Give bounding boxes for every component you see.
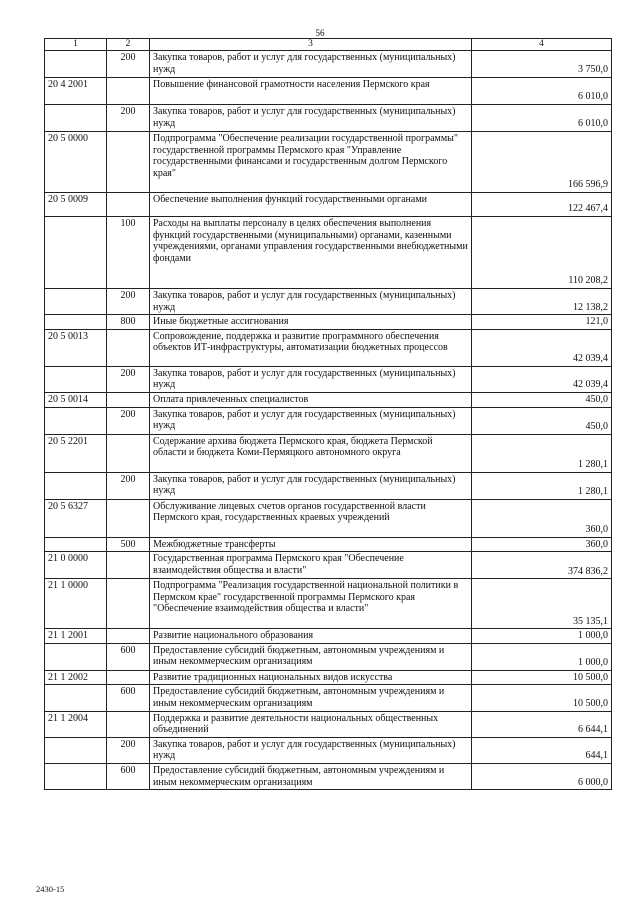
row-code: 21 1 2004: [45, 711, 107, 737]
row-code: 20 5 2201: [45, 434, 107, 472]
table-row: [45, 499, 612, 537]
row-amount: 360,0: [472, 537, 612, 552]
row-name: Предоставление субсидий бюджетным, автономным учреждениям и иным некоммерческим организациям: [150, 763, 472, 789]
row-name: Закупка товаров, работ и услуг для государственных (муниципальных) нужд: [150, 472, 472, 499]
row-amount: 42 039,4: [472, 366, 612, 392]
row-amount: 166 596,9: [472, 132, 612, 193]
header-col-4: 4: [472, 39, 612, 51]
row-amount: 10 500,0: [472, 670, 612, 685]
row-amount: 6 010,0: [472, 105, 612, 132]
row-kind: [107, 78, 150, 105]
header-row: [45, 39, 612, 51]
row-name: Закупка товаров, работ и услуг для государственных (муниципальных) нужд: [150, 407, 472, 434]
row-amount: 12 138,2: [472, 289, 612, 315]
row-kind: 600: [107, 643, 150, 670]
page-number: 56: [315, 28, 325, 38]
row-code: [45, 685, 107, 711]
row-amount: 6 000,0: [472, 763, 612, 789]
row-amount: 42 039,4: [472, 329, 612, 366]
table-row: [45, 763, 612, 789]
row-code: [45, 763, 107, 789]
footer-code: 2430-15: [36, 884, 65, 894]
row-kind: [107, 629, 150, 644]
table-row: [45, 434, 612, 472]
row-name: Государственная программа Пермского края "Обеспечение взаимодействия общества и власти": [150, 552, 472, 579]
table-row: [45, 407, 612, 434]
row-name: Обеспечение выполнения функций государственными органами: [150, 193, 472, 217]
row-name: Содержание архива бюджета Пермского края, бюджета Пермской области и бюджета Коми-Пермяцкого автономного округа: [150, 434, 472, 472]
row-code: [45, 315, 107, 330]
header-col-3: 3: [150, 39, 472, 51]
row-code: [45, 105, 107, 132]
row-kind: [107, 132, 150, 193]
row-kind: [107, 434, 150, 472]
table-row: [45, 315, 612, 330]
row-name: Развитие национального образования: [150, 629, 472, 644]
row-amount: 121,0: [472, 315, 612, 330]
row-kind: 200: [107, 407, 150, 434]
table-row: [45, 737, 612, 763]
row-name: Развитие традиционных национальных видов искусства: [150, 670, 472, 685]
row-kind: [107, 329, 150, 366]
row-code: [45, 737, 107, 763]
row-code: [45, 537, 107, 552]
row-code: 20 5 0000: [45, 132, 107, 193]
row-code: 21 1 0000: [45, 579, 107, 629]
row-code: 20 5 0009: [45, 193, 107, 217]
row-amount: 110 208,2: [472, 217, 612, 289]
table-row: [45, 552, 612, 579]
row-code: [45, 217, 107, 289]
row-code: [45, 643, 107, 670]
row-code: [45, 472, 107, 499]
row-kind: [107, 499, 150, 537]
row-name: Поддержка и развитие деятельности национальных общественных объединений: [150, 711, 472, 737]
table-row: [45, 711, 612, 737]
row-kind: 200: [107, 51, 150, 78]
row-amount: 35 135,1: [472, 579, 612, 629]
row-name: Оплата привлеченных специалистов: [150, 392, 472, 407]
table-row: [45, 51, 612, 78]
table-row: [45, 629, 612, 644]
row-kind: 500: [107, 537, 150, 552]
table-row: [45, 472, 612, 499]
row-code: 21 1 2001: [45, 629, 107, 644]
row-kind: 200: [107, 105, 150, 132]
row-amount: 374 836,2: [472, 552, 612, 579]
row-name: Обслуживание лицевых счетов органов государственной власти Пермского края, государственных краевых учреждений: [150, 499, 472, 537]
row-amount: 1 280,1: [472, 472, 612, 499]
row-amount: 644,1: [472, 737, 612, 763]
table-row: [45, 366, 612, 392]
row-amount: 6 644,1: [472, 711, 612, 737]
row-kind: [107, 193, 150, 217]
row-code: 21 1 2002: [45, 670, 107, 685]
row-code: [45, 366, 107, 392]
row-name: Расходы на выплаты персоналу в целях обеспечения выполнения функций государственными (муниципальными) органами, казенными учреждениями, органами управления государственными внебюджетными фондами: [150, 217, 472, 289]
header-col-1: 1: [45, 39, 107, 51]
row-code: 20 5 6327: [45, 499, 107, 537]
table-row: [45, 193, 612, 217]
table-row: [45, 132, 612, 193]
row-code: [45, 51, 107, 78]
row-name: Предоставление субсидий бюджетным, автономным учреждениям и иным некоммерческим организациям: [150, 685, 472, 711]
row-kind: 200: [107, 289, 150, 315]
row-name: Предоставление субсидий бюджетным, автономным учреждениям и иным некоммерческим организациям: [150, 643, 472, 670]
row-name: Межбюджетные трансферты: [150, 537, 472, 552]
row-kind: 200: [107, 737, 150, 763]
row-kind: 200: [107, 366, 150, 392]
row-kind: 100: [107, 217, 150, 289]
row-name: Закупка товаров, работ и услуг для государственных (муниципальных) нужд: [150, 105, 472, 132]
row-code: 21 0 0000: [45, 552, 107, 579]
row-name: Подпрограмма "Обеспечение реализации государственной программы" государственной программы Пермского края "Управление государственными финансами и государственным долгом Пермского края": [150, 132, 472, 193]
row-amount: 1 000,0: [472, 629, 612, 644]
table-row: [45, 217, 612, 289]
row-name: Закупка товаров, работ и услуг для государственных (муниципальных) нужд: [150, 366, 472, 392]
row-amount: 1 000,0: [472, 643, 612, 670]
table-row: [45, 105, 612, 132]
table-row: [45, 289, 612, 315]
row-code: 20 5 0013: [45, 329, 107, 366]
row-amount: 10 500,0: [472, 685, 612, 711]
table-row: [45, 329, 612, 366]
row-name: Закупка товаров, работ и услуг для государственных (муниципальных) нужд: [150, 737, 472, 763]
table-row: [45, 78, 612, 105]
row-kind: [107, 670, 150, 685]
header-col-2: 2: [107, 39, 150, 51]
row-kind: [107, 711, 150, 737]
row-amount: 360,0: [472, 499, 612, 537]
row-amount: 450,0: [472, 392, 612, 407]
budget-table: [44, 38, 612, 790]
row-amount: 450,0: [472, 407, 612, 434]
row-code: [45, 407, 107, 434]
table-row: [45, 643, 612, 670]
row-kind: [107, 392, 150, 407]
row-kind: [107, 579, 150, 629]
table-row: [45, 670, 612, 685]
table-row: [45, 537, 612, 552]
table-row: [45, 392, 612, 407]
row-name: Иные бюджетные ассигнования: [150, 315, 472, 330]
row-kind: [107, 552, 150, 579]
row-kind: 600: [107, 763, 150, 789]
row-name: Закупка товаров, работ и услуг для государственных (муниципальных) нужд: [150, 51, 472, 78]
row-kind: 800: [107, 315, 150, 330]
row-code: [45, 289, 107, 315]
table-row: [45, 579, 612, 629]
table-row: [45, 685, 612, 711]
row-name: Закупка товаров, работ и услуг для государственных (муниципальных) нужд: [150, 289, 472, 315]
row-amount: 3 750,0: [472, 51, 612, 78]
row-amount: 6 010,0: [472, 78, 612, 105]
row-name: Повышение финансовой грамотности населения Пермского края: [150, 78, 472, 105]
row-code: 20 4 2001: [45, 78, 107, 105]
row-amount: 122 467,4: [472, 193, 612, 217]
row-amount: 1 280,1: [472, 434, 612, 472]
row-name: Сопровождение, поддержка и развитие программного обеспечения объектов ИТ-инфраструктуры, автоматизации бюджетных процессов: [150, 329, 472, 366]
row-kind: 200: [107, 472, 150, 499]
row-name: Подпрограмма "Реализация государственной национальной политики в Пермском крае" государственной программы Пермского края "Обеспечение взаимодействия общества и власти": [150, 579, 472, 629]
row-code: 20 5 0014: [45, 392, 107, 407]
row-kind: 600: [107, 685, 150, 711]
